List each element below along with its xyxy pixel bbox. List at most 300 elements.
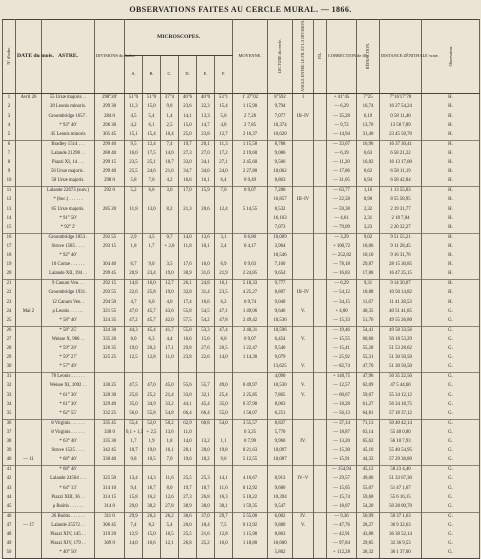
- cell-mic-c: 10,5: [161, 531, 179, 540]
- cell-mic-e: 13,3: [197, 112, 215, 121]
- cell-mic-a: 23,5: [125, 159, 143, 168]
- table-row: [3, 298, 480, 307]
- cell-lecture: [268, 466, 293, 475]
- cell-num: 10: [3, 177, 16, 186]
- cell-num: 25: [3, 317, 16, 326]
- cell-mic-a: 55,4: [125, 419, 143, 428]
- cell-distance: 2 19 31,77: [380, 205, 422, 214]
- cell-star: 56 Ursæ majoris .: [42, 168, 95, 177]
- cell-correction: — 15,74: [327, 494, 357, 503]
- cell-division: 292 15: [95, 280, 125, 289]
- cell-mic-f: [215, 549, 233, 558]
- cell-mic-e: [197, 373, 215, 382]
- cell-date: [16, 159, 42, 168]
- cell-fil: [314, 308, 327, 317]
- cell-fil: [314, 196, 327, 205]
- cell-correction: + 112,28: [327, 549, 357, 558]
- cell-angle: III–IV: [293, 289, 314, 298]
- cell-refraction: 17,88: [357, 270, 380, 279]
- cell-num: 32: [3, 382, 16, 391]
- header-star: ASTRE.: [42, 20, 95, 94]
- cell-mic-c: 42,0: [161, 317, 179, 326]
- cell-num: 29: [3, 354, 16, 363]
- table-body: [3, 94, 480, 559]
- cell-num: 41: [3, 466, 16, 475]
- cell-mic-f: [215, 252, 233, 261]
- cell-angle: [293, 317, 314, 326]
- cell-division: [95, 196, 125, 205]
- cell-distance: 28 15 30,85: [380, 261, 422, 270]
- cell-correction: — 19,46: [327, 326, 357, 335]
- cell-num: 46: [3, 512, 16, 521]
- cell-refraction: 44,32: [357, 456, 380, 465]
- cell-mic-a: 25,5: [125, 168, 143, 177]
- cell-distance: 32 36 9,53: [380, 540, 422, 549]
- cell-angle: [293, 549, 314, 558]
- cell-distance: 57 18 37,12: [380, 410, 422, 419]
- cell-date: [16, 428, 42, 437]
- cell-mic-e: 18,7: [197, 484, 215, 493]
- cell-angle: [293, 252, 314, 261]
- cell-fil: [314, 456, 327, 465]
- header-mic-d: D.: [179, 55, 197, 93]
- cell-num: 15: [3, 224, 16, 233]
- cell-observateur: G.: [422, 410, 480, 419]
- cell-mic-a: 8,0: [125, 336, 143, 345]
- cell-correction: — 17,86: [327, 168, 357, 177]
- cell-refraction: 9,02: [357, 233, 380, 242]
- cell-star: * 59° 28': [42, 345, 95, 354]
- cell-mic-d: [179, 549, 197, 558]
- cell-mic-f: 16,0: [215, 540, 233, 549]
- cell-correction: — 47,76: [327, 521, 357, 530]
- cell-moyenne: 2 19,60: [233, 150, 268, 159]
- cell-mic-e: 37,0: [197, 512, 215, 521]
- cell-observateur: H.: [422, 131, 480, 140]
- cell-moyenne: 2 24,85: [233, 270, 268, 279]
- cell-num: 21: [3, 280, 16, 289]
- cell-fil: [314, 243, 327, 252]
- cell-star: * 93° 40': [42, 122, 95, 131]
- cell-mic-b: 6,0: [143, 298, 161, 307]
- cell-mic-c: 4,0: [161, 298, 179, 307]
- cell-mic-a: 15,1: [125, 131, 143, 140]
- cell-correction: — 56,13: [327, 410, 357, 419]
- cell-mic-f: 27,1: [215, 159, 233, 168]
- cell-refraction: 13,76: [357, 122, 380, 131]
- cell-distance: 57 29 38,80: [380, 456, 422, 465]
- cell-num: 43: [3, 484, 16, 493]
- cell-mic-f: 47,1: [215, 308, 233, 317]
- cell-refraction: 28,32: [357, 549, 380, 558]
- cell-lecture: 8,863: [268, 177, 293, 186]
- cell-star: * 40° 50': [42, 549, 95, 558]
- cell-observateur: H.: [422, 150, 480, 159]
- table-row: [3, 354, 480, 363]
- cell-observateur: G.: [422, 466, 480, 475]
- cell-mic-d: 33,0: [179, 159, 197, 168]
- cell-num: 1: [3, 94, 16, 103]
- cell-angle: [293, 466, 314, 475]
- cell-correction: — 15,55: [327, 336, 357, 345]
- cell-fil: [314, 94, 327, 103]
- cell-distance: 55 6 16,15: [380, 494, 422, 503]
- cell-mic-b: 19,0: [143, 447, 161, 456]
- cell-num: 44: [3, 494, 16, 503]
- cell-division: 305 45: [95, 131, 125, 140]
- cell-lecture: 10,394: [268, 494, 293, 503]
- cell-mic-c: 13,6: [161, 428, 179, 437]
- cell-angle: [293, 484, 314, 493]
- cell-mic-c: [161, 373, 179, 382]
- cell-observateur: H.: [422, 298, 480, 307]
- cell-date: [16, 252, 42, 261]
- cell-division: 293 15: [95, 243, 125, 252]
- cell-distance: 51 30 50,50: [380, 354, 422, 363]
- cell-date: — 11: [16, 456, 42, 465]
- cell-correction: — 42,91: [327, 531, 357, 540]
- cell-angle: V.: [293, 382, 314, 391]
- table-row: [3, 419, 480, 428]
- cell-mic-f: 1,1: [215, 438, 233, 447]
- cell-lecture: 5,862: [268, 549, 293, 558]
- cell-num: 7: [3, 150, 16, 159]
- cell-mic-b: 10,5: [143, 456, 161, 465]
- cell-mic-a: 9,4: [125, 484, 143, 493]
- cell-mic-f: 47,4: [215, 326, 233, 335]
- cell-fil: [314, 215, 327, 224]
- cell-star: θ Virginis . . . . . .: [42, 428, 95, 437]
- cell-lecture: 9,794: [268, 103, 293, 112]
- cell-mic-e: 40"0: [197, 94, 215, 103]
- table-row: [3, 336, 480, 345]
- cell-distance: 9 11 28,45: [380, 243, 422, 252]
- cell-mic-f: 20,5: [215, 345, 233, 354]
- cell-mic-d: 62,9: [179, 419, 197, 428]
- cell-mic-e: 54,2: [197, 317, 215, 326]
- cell-date: [16, 373, 42, 382]
- cell-mic-c: + 2,0: [161, 243, 179, 252]
- cell-fil: [314, 112, 327, 121]
- cell-mic-e: 13,2: [197, 438, 215, 447]
- cell-num: 20: [3, 270, 16, 279]
- cell-mic-a: 47,0: [125, 308, 143, 317]
- cell-lecture: 10,374: [268, 122, 293, 131]
- cell-lecture: 9,546: [268, 345, 293, 354]
- cell-refraction: 54,20: [357, 503, 380, 512]
- cell-observateur: H.: [422, 112, 480, 121]
- cell-observateur: H.: [422, 215, 480, 224]
- cell-star: Lalande 24504 . . .: [42, 475, 95, 484]
- cell-fil: [314, 494, 327, 503]
- cell-mic-f: 7,5: [215, 521, 233, 530]
- cell-mic-b: 4,5: [143, 233, 161, 242]
- table-row: [3, 549, 480, 558]
- cell-correction: — 82,74: [327, 363, 357, 372]
- cell-mic-c: 54,8: [161, 410, 179, 419]
- cell-mic-e: 15,9: [197, 187, 215, 196]
- cell-refraction: 49,00: [357, 475, 380, 484]
- cell-correction: + 41"45: [327, 94, 357, 103]
- cell-star: * 92° 40': [42, 252, 95, 261]
- cell-correction: — 25,92: [327, 354, 357, 363]
- cell-observateur: H.: [422, 224, 480, 233]
- cell-moyenne: 0 9,07: [233, 336, 268, 345]
- cell-date: [16, 326, 42, 335]
- cell-mic-c: [161, 549, 179, 558]
- cell-observateur: G.: [422, 503, 480, 512]
- cell-distance: 50 40 42,14: [380, 419, 422, 428]
- cell-angle: V.: [293, 336, 314, 345]
- cell-mic-d: 27,3: [179, 494, 197, 503]
- cell-lecture: 13,625: [268, 363, 293, 372]
- cell-mic-d: 55,8: [179, 326, 197, 335]
- header-mic-c: C.: [161, 55, 179, 93]
- cell-mic-c: 1,8: [161, 438, 179, 447]
- cell-num: 49: [3, 540, 16, 549]
- cell-refraction: 47,96: [357, 373, 380, 382]
- table-row: [3, 540, 480, 549]
- cell-distance: 13 58 7,89: [380, 122, 422, 131]
- cell-mic-e: 13,6: [197, 233, 215, 242]
- cell-mic-a: 9,5: [125, 140, 143, 149]
- cell-mic-a: [125, 196, 143, 205]
- cell-moyenne: 0 7,99: [233, 438, 268, 447]
- header-date: DATE du mois.: [16, 20, 42, 94]
- cell-division: 321 55: [95, 308, 125, 317]
- table-row: [3, 233, 480, 242]
- cell-moyenne: 5 12,55: [233, 456, 268, 465]
- table-row: [3, 531, 480, 540]
- cell-mic-a: 19,0: [125, 345, 143, 354]
- cell-moyenne: [233, 373, 268, 382]
- cell-observateur: G.: [422, 373, 480, 382]
- cell-distance: 50 28 00,70: [380, 503, 422, 512]
- cell-fil: [314, 317, 327, 326]
- cell-mic-a: [125, 466, 143, 475]
- table-row: [3, 205, 480, 214]
- cell-mic-b: 8,2: [143, 521, 161, 530]
- cell-refraction: 6,19: [357, 112, 380, 121]
- cell-division: 328 30: [95, 391, 125, 400]
- cell-mic-d: 29,8: [179, 345, 197, 354]
- cell-observateur: H.: [422, 205, 480, 214]
- cell-observateur: G.: [422, 419, 480, 428]
- cell-fil: [314, 401, 327, 410]
- cell-star: * 59° 27': [42, 354, 95, 363]
- cell-distance: 58 23 4,40: [380, 466, 422, 475]
- cell-observateur: H.: [422, 261, 480, 270]
- cell-moyenne: 2 27,80: [233, 168, 268, 177]
- cell-refraction: 9,31: [357, 280, 380, 289]
- cell-fil: [314, 354, 327, 363]
- cell-mic-c: [161, 466, 179, 475]
- cell-mic-f: [215, 196, 233, 205]
- cell-angle: [293, 122, 314, 131]
- cell-mic-f: 7,0: [215, 187, 233, 196]
- cell-correction: — 13,20: [327, 438, 357, 447]
- cell-mic-f: 14,1: [215, 475, 233, 484]
- header-mic-b: B.: [143, 55, 161, 93]
- cell-distance: 0 58 11,40: [380, 112, 422, 121]
- cell-observateur: G.: [422, 391, 480, 400]
- cell-division: 338 0: [95, 428, 125, 437]
- cell-mic-c: 27,8: [161, 503, 179, 512]
- table-row: [3, 428, 480, 437]
- cell-mic-a: 1,8: [125, 243, 143, 252]
- header-correction: CORRECTION de fils.: [327, 20, 357, 94]
- cell-angle: [293, 168, 314, 177]
- cell-mic-a: 4,2: [125, 122, 143, 131]
- cell-mic-d: 30,9: [179, 270, 197, 279]
- cell-mic-b: 6,6: [143, 187, 161, 196]
- cell-star: Struve 1585 . . . .: [42, 243, 95, 252]
- cell-star: * 64° 13': [42, 484, 95, 493]
- cell-mic-f: 25,4: [215, 391, 233, 400]
- cell-refraction: 10,10: [357, 252, 380, 261]
- cell-fil: [314, 103, 327, 112]
- cell-correction: — 15,33: [327, 317, 357, 326]
- cell-distance: 6 58 11,19: [380, 168, 422, 177]
- cell-division: 335 20: [95, 336, 125, 345]
- cell-division: 304 40: [95, 261, 125, 270]
- cell-refraction: 55,31: [357, 354, 380, 363]
- cell-mic-e: 54,5: [197, 308, 215, 317]
- table-row: [3, 289, 480, 298]
- cell-distance: 10 50 14,82: [380, 289, 422, 298]
- cell-mic-f: 2,4: [215, 243, 233, 252]
- cell-mic-f: 12,8: [215, 531, 233, 540]
- cell-mic-d: [179, 466, 197, 475]
- cell-angle: V.: [293, 308, 314, 317]
- cell-mic-b: 7,0: [143, 177, 161, 186]
- cell-mic-b: 1,7: [143, 243, 161, 252]
- cell-num: 33: [3, 391, 16, 400]
- cell-mic-a: [125, 224, 143, 233]
- cell-mic-e: 26,8: [197, 494, 215, 503]
- table-row: [3, 140, 480, 149]
- cell-distance: 6 58 42,84: [380, 177, 422, 186]
- cell-mic-d: 40"6: [179, 94, 197, 103]
- cell-mic-d: 11,0: [179, 428, 197, 437]
- cell-date: Mai 2: [16, 308, 42, 317]
- cell-mic-d: 38,6: [179, 512, 197, 521]
- cell-star: Lalande 22673 (suiv.): [42, 187, 95, 196]
- cell-mic-c: 9,8: [161, 103, 179, 112]
- cell-mic-b: 45,7: [143, 308, 161, 317]
- cell-angle: V.: [293, 391, 314, 400]
- cell-observateur: H.: [422, 233, 480, 242]
- cell-fil: [314, 382, 327, 391]
- cell-refraction: 45,10: [357, 447, 380, 456]
- cell-mic-f: 11,6: [215, 484, 233, 493]
- cell-mic-a: 2,9: [125, 233, 143, 242]
- cell-mic-e: 20,6: [197, 205, 215, 214]
- cell-date: [16, 261, 42, 270]
- header-division: DIVISIONS du limbe.: [95, 20, 125, 94]
- cell-num: 14: [3, 215, 16, 224]
- cell-date: [16, 484, 42, 493]
- table-row: [3, 224, 480, 233]
- cell-distance: 16 37 30,41: [380, 140, 422, 149]
- table-row: [3, 270, 480, 279]
- cell-mic-a: 14,0: [125, 540, 143, 549]
- cell-mic-e: 15,0: [197, 336, 215, 345]
- cell-angle: [293, 150, 314, 159]
- cell-correction: — 79,09: [327, 224, 357, 233]
- cell-fil: [314, 289, 327, 298]
- cell-refraction: 16,82: [357, 159, 380, 168]
- cell-correction: — 78,18: [327, 261, 357, 270]
- cell-date: [16, 233, 42, 242]
- table-row: [3, 177, 480, 186]
- cell-angle: [293, 373, 314, 382]
- table-row: [3, 326, 480, 335]
- cell-star: 55 Ursæ majoris . .: [42, 94, 95, 103]
- cell-mic-e: 60,8: [197, 419, 215, 428]
- cell-num: 16: [3, 233, 16, 242]
- table-row: [3, 196, 480, 205]
- cell-division: [95, 215, 125, 224]
- cell-mic-a: 44,3: [125, 326, 143, 335]
- cell-moyenne: [233, 549, 268, 558]
- cell-refraction: 62,09: [357, 382, 380, 391]
- cell-star: * (boc.) . . . . . .: [42, 196, 95, 205]
- cell-lecture: 7,280: [268, 187, 293, 196]
- cell-distance: 9 16 31,76: [380, 252, 422, 261]
- cell-angle: III–IV: [293, 112, 314, 121]
- cell-date: — 17: [16, 521, 42, 530]
- cell-correction: — 29,57: [327, 475, 357, 484]
- cell-refraction: 71,13: [357, 419, 380, 428]
- cell-correction: — 37,14: [327, 419, 357, 428]
- cell-lecture: 6,454: [268, 336, 293, 345]
- cell-angle: [293, 540, 314, 549]
- table-row: [3, 447, 480, 456]
- cell-mic-c: 11,0: [161, 354, 179, 363]
- cell-correction: + 140,75: [327, 373, 357, 382]
- cell-observateur: H.: [422, 94, 480, 103]
- cell-moyenne: [233, 252, 268, 261]
- cell-fil: [314, 280, 327, 289]
- cell-observateur: G.: [422, 456, 480, 465]
- cell-division: 325 50: [95, 475, 125, 484]
- cell-mic-c: 50,2: [161, 419, 179, 428]
- cell-mic-b: [143, 224, 161, 233]
- cell-mic-a: 25,8: [125, 391, 143, 400]
- cell-fil: [314, 205, 327, 214]
- cell-correction: — 3,29: [327, 233, 357, 242]
- cell-mic-b: 20,2: [143, 345, 161, 354]
- cell-mic-e: 32,1: [197, 391, 215, 400]
- table-row: [3, 466, 480, 475]
- cell-star: Piazzi XIV, 179 . .: [42, 540, 95, 549]
- cell-correction: — 97,84: [327, 540, 357, 549]
- cell-moyenne: 4 16,67: [233, 475, 268, 484]
- cell-date: [16, 447, 42, 456]
- cell-date: [16, 215, 42, 224]
- cell-fil: [314, 233, 327, 242]
- cell-moyenne: 0 21,63: [233, 447, 268, 456]
- cell-division: [95, 224, 125, 233]
- cell-mic-d: 17,6: [179, 261, 197, 270]
- cell-division: 311 0: [95, 512, 125, 521]
- cell-distance: 55 40 54,95: [380, 447, 422, 456]
- cell-mic-d: 44,1: [179, 401, 197, 410]
- cell-refraction: 64,81: [357, 410, 380, 419]
- cell-num: 45: [3, 503, 16, 512]
- cell-mic-b: 16,7: [143, 484, 161, 493]
